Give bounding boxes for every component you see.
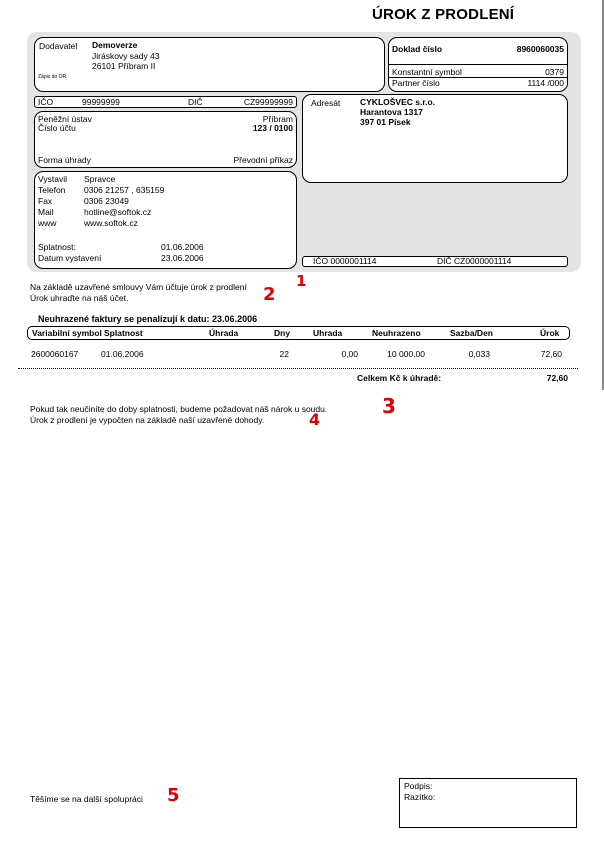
signature-box [399,778,577,828]
annotation-2: 2 [263,284,276,305]
recipient-city: 397 01 Písek [360,117,411,127]
col-rate: Sazba/Den [450,328,493,338]
recipient-box [302,94,568,183]
partner-label: Partner číslo [392,78,440,88]
doc-number-label: Doklad číslo [392,44,443,54]
annotation-1: 1 [296,272,307,290]
fax: 0306 23049 [84,196,129,206]
ico-value: 99999999 [82,97,120,107]
supplier-ids-row [34,96,297,108]
cell-due: 01.06.2006 [101,349,144,359]
col-interest: Úrok [540,328,560,338]
mail-label: Mail [38,207,54,217]
payment-form-label: Forma úhrady [38,155,91,165]
ico-label: IČO [38,97,54,107]
intro-line-1: Na základě uzavřené smlouvy Vám účtuje úrok z prodlení [30,282,247,292]
issue-date: 23.06.2006 [161,253,204,263]
registry-note: Zápis do OR [38,74,67,80]
cell-paid: 0,00 [341,349,358,359]
doc-number: 8960060035 [516,44,564,54]
dic-label: DIČ [188,97,203,107]
stamp-label: Razítko: [404,792,436,802]
bank-institution: Příbram [262,114,293,124]
supplier-box [34,37,385,92]
recipient-ico: IČO 0000001114 [313,256,377,266]
document-title: ÚROK Z PRODLENÍ [372,6,515,23]
www-label: www [38,218,57,228]
due-date: 01.06.2006 [161,242,204,252]
cell-variable-symbol: 2600060167 [31,349,79,359]
supplier-name: Demoverze [92,40,138,50]
table-row [27,350,570,362]
issuer-box [34,171,297,269]
supplier-label: Dodavatel [39,41,78,51]
partner-number: 1114 /000 [527,78,564,88]
intro-line-2: Úrok uhraďte na náš účet. [30,293,129,303]
recipient-name: CYKLOŠVEC s.r.o. [360,97,436,107]
mail: hotline@softok.cz [84,207,152,217]
supplier-street: Jiráskovy sady 43 [92,51,160,61]
dic-value: CZ99999999 [243,97,293,107]
issued-by: Spravce [84,174,116,184]
total-value: 72,60 [546,373,568,383]
const-symbol: 0379 [545,67,564,77]
recipient-dic: DIČ CZ0000001114 [437,256,512,266]
supplier-city: 26101 Příbram II [92,61,156,71]
bank-account-label: Číslo účtu [38,123,76,133]
note-line-2: Úrok z prodlení je vypočten na základě naší uzavřené dohody. [30,415,265,425]
phone-label: Telefon [38,185,66,195]
recipient-ids-row [302,256,568,267]
table-header [27,326,570,340]
dotted-separator [18,368,578,369]
bank-account: 123 / 0100 [252,123,293,133]
www: www.softok.cz [84,218,138,228]
annotation-5: 5 [167,785,180,806]
cell-rate: 0,033 [468,349,490,359]
recipient-street: Harantova 1317 [360,107,423,117]
cell-unpaid: 10 000,00 [387,349,425,359]
annotation-3: 3 [382,394,396,418]
annotation-4: 4 [309,410,321,429]
total-label: Celkem Kč k úhradě: [357,373,442,383]
closing-text: Těšíme se na další spolupráci [30,794,143,804]
col-due: Splatnost [104,328,143,338]
issued-by-label: Vystavil [38,174,67,184]
recipient-label: Adresát [311,98,341,108]
col-unpaid: Neuhrazeno [372,328,421,338]
bank-institution-label: Peněžní ústav [38,114,92,124]
col-payment: Úhrada [209,328,239,338]
col-days: Dny [274,328,291,338]
bank-box [34,111,297,168]
payment-form: Převodní příkaz [233,155,293,165]
col-paid: Uhrada [313,328,343,338]
issue-date-label: Datum vystavení [38,253,102,263]
phone: 0306 21257 , 635159 [84,185,165,195]
fax-label: Fax [38,196,53,206]
due-date-label: Splatnost: [38,242,76,252]
note-line-1: Pokud tak neučiníte do doby splatnosti, budeme požadovat náš nárok u soudu. [30,404,328,414]
cell-days: 22 [279,349,289,359]
unpaid-heading: Neuhrazené faktury se penalizují k datu: 23.06.2006 [38,314,258,324]
const-symbol-label: Konstantní symbol [392,67,462,77]
signature-label: Podpis: [404,781,433,791]
cell-interest: 72,60 [540,349,562,359]
col-variable-symbol: Variabilní symbol [32,328,102,338]
document-box [388,37,568,92]
